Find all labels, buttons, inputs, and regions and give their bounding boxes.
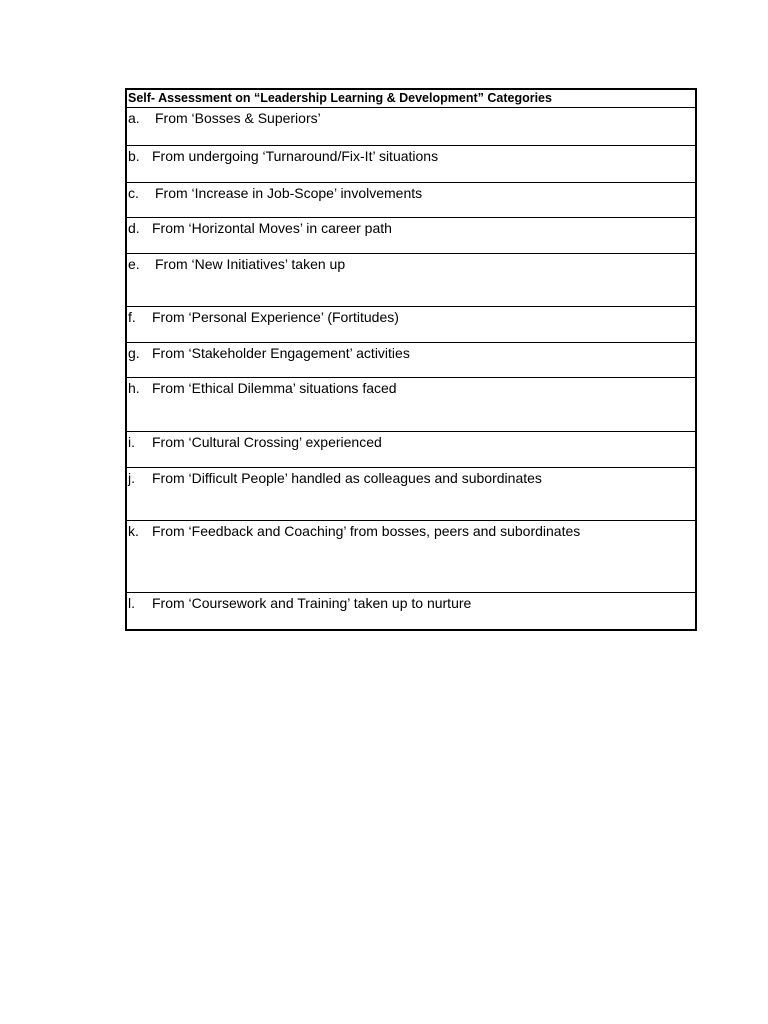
table-row [127,254,695,307]
table-row [127,521,695,593]
table-row [127,378,695,432]
row-text: From ‘Stakeholder Engagement’ activities [152,345,410,361]
row-text: From ‘New Initiatives’ taken up [155,256,346,272]
row-letter: b. [128,148,140,164]
row-text: From ‘Difficult People’ handled as colleagues and subordinates [152,470,542,486]
table-row [127,108,695,146]
row-letter: f. [128,309,136,325]
row-text: From ‘Ethical Dilemma’ situations faced [152,380,397,396]
row-text: From ‘Cultural Crossing’ experienced [152,434,382,450]
table-row [127,307,695,343]
table-row [127,218,695,254]
table-header [127,90,695,108]
row-text: From ‘Coursework and Training’ taken up to nurture [152,595,472,611]
row-text: From ‘Bosses & Superiors’ [155,110,321,126]
row-letter: k. [128,523,139,539]
table-header-text: Self- Assessment on “Leadership Learning & Development” Categories [128,91,552,105]
row-letter: d. [128,220,140,236]
row-letter: a. [128,110,140,126]
table-row [127,593,695,629]
table-row [127,343,695,378]
row-letter: g. [128,345,140,361]
row-letter: e. [128,256,140,272]
row-letter: j. [128,470,135,486]
assessment-table [125,88,697,631]
table-row [127,432,695,468]
row-text: From ‘Horizontal Moves’ in career path [152,220,392,236]
row-letter: h. [128,380,140,396]
row-letter: c. [128,185,139,201]
row-letter: i. [128,434,135,450]
table-row [127,183,695,218]
row-text: From ‘Feedback and Coaching’ from bosses, peers and subordinates [152,523,581,539]
row-text: From ‘Increase in Job-Scope’ involvements [155,185,423,201]
table-row [127,146,695,183]
row-letter: l. [128,595,135,611]
table-row [127,468,695,521]
row-text: From ‘Personal Experience’ (Fortitudes) [152,309,399,325]
row-text: From undergoing ‘Turnaround/Fix-It’ situations [152,148,439,164]
